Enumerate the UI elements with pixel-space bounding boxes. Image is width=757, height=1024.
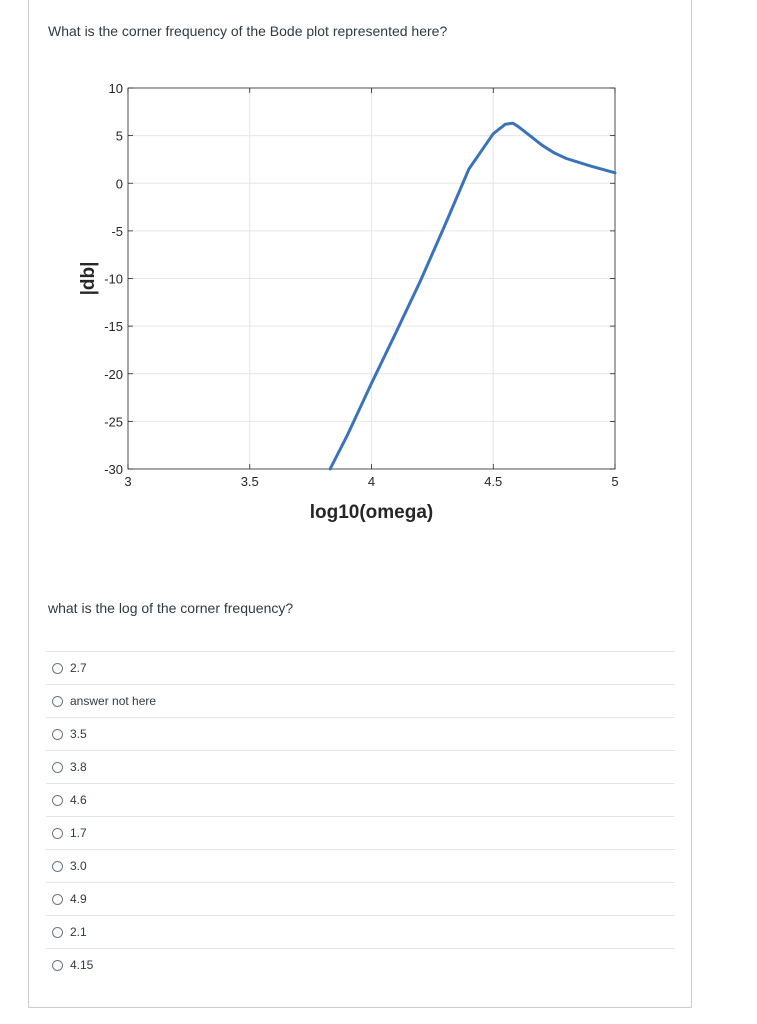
answer-label: 1.7: [70, 826, 87, 840]
x-tick-label: 4.5: [484, 474, 503, 489]
answer-label: answer not here: [70, 694, 157, 708]
x-tick-label: 3: [124, 474, 132, 489]
question-subprompt: what is the log of the corner frequency?: [48, 600, 294, 616]
answer-option-3[interactable]: [46, 717, 675, 750]
y-tick-label: 0: [115, 176, 123, 192]
y-tick-label: -10: [104, 271, 123, 287]
bode-plot: [60, 76, 630, 536]
answer-option-9[interactable]: [46, 915, 675, 948]
radio-icon[interactable]: [52, 894, 63, 905]
answer-option-1[interactable]: [46, 651, 675, 684]
answer-label: 4.9: [70, 892, 87, 906]
series-line: [330, 123, 615, 469]
x-tick-label: 4: [367, 474, 376, 489]
answer-option-6[interactable]: [46, 816, 675, 849]
answer-option-2[interactable]: [46, 684, 675, 717]
answer-label: 3.8: [70, 760, 87, 774]
radio-icon[interactable]: [52, 729, 63, 740]
answer-option-8[interactable]: [46, 882, 675, 915]
answer-label: 4.15: [70, 958, 94, 972]
answer-label: 4.6: [70, 793, 87, 807]
x-axis-label: log10(omega): [309, 502, 434, 523]
x-tick-label: 3.5: [240, 474, 259, 489]
y-tick-label: -5: [111, 223, 123, 239]
y-tick-label: -20: [104, 366, 123, 382]
radio-icon[interactable]: [52, 960, 63, 971]
question-prompt: What is the corner frequency of the Bode plot represented here?: [48, 23, 448, 39]
answer-option-4[interactable]: [46, 750, 675, 783]
answer-option-10[interactable]: [46, 948, 675, 981]
x-tick-label: 5: [611, 474, 619, 489]
answer-option-5[interactable]: [46, 783, 675, 816]
answer-list: [46, 651, 675, 981]
y-tick-label: -15: [104, 319, 123, 335]
answer-label: 2.7: [70, 661, 87, 675]
answer-option-7[interactable]: [46, 849, 675, 882]
radio-icon[interactable]: [52, 861, 63, 872]
radio-icon[interactable]: [52, 762, 63, 773]
radio-icon[interactable]: [52, 828, 63, 839]
radio-icon[interactable]: [52, 795, 63, 806]
radio-icon[interactable]: [52, 927, 63, 938]
y-tick-label: -30: [104, 462, 123, 477]
radio-icon[interactable]: [52, 696, 63, 707]
answer-label: 2.1: [70, 925, 87, 939]
answer-label: 3.0: [70, 859, 87, 873]
answer-label: 3.5: [70, 727, 87, 741]
radio-icon[interactable]: [52, 663, 63, 674]
y-axis-label: |db|: [78, 261, 99, 296]
y-tick-label: 10: [108, 81, 123, 96]
y-tick-label: 5: [115, 128, 123, 144]
y-tick-label: -25: [104, 414, 123, 430]
